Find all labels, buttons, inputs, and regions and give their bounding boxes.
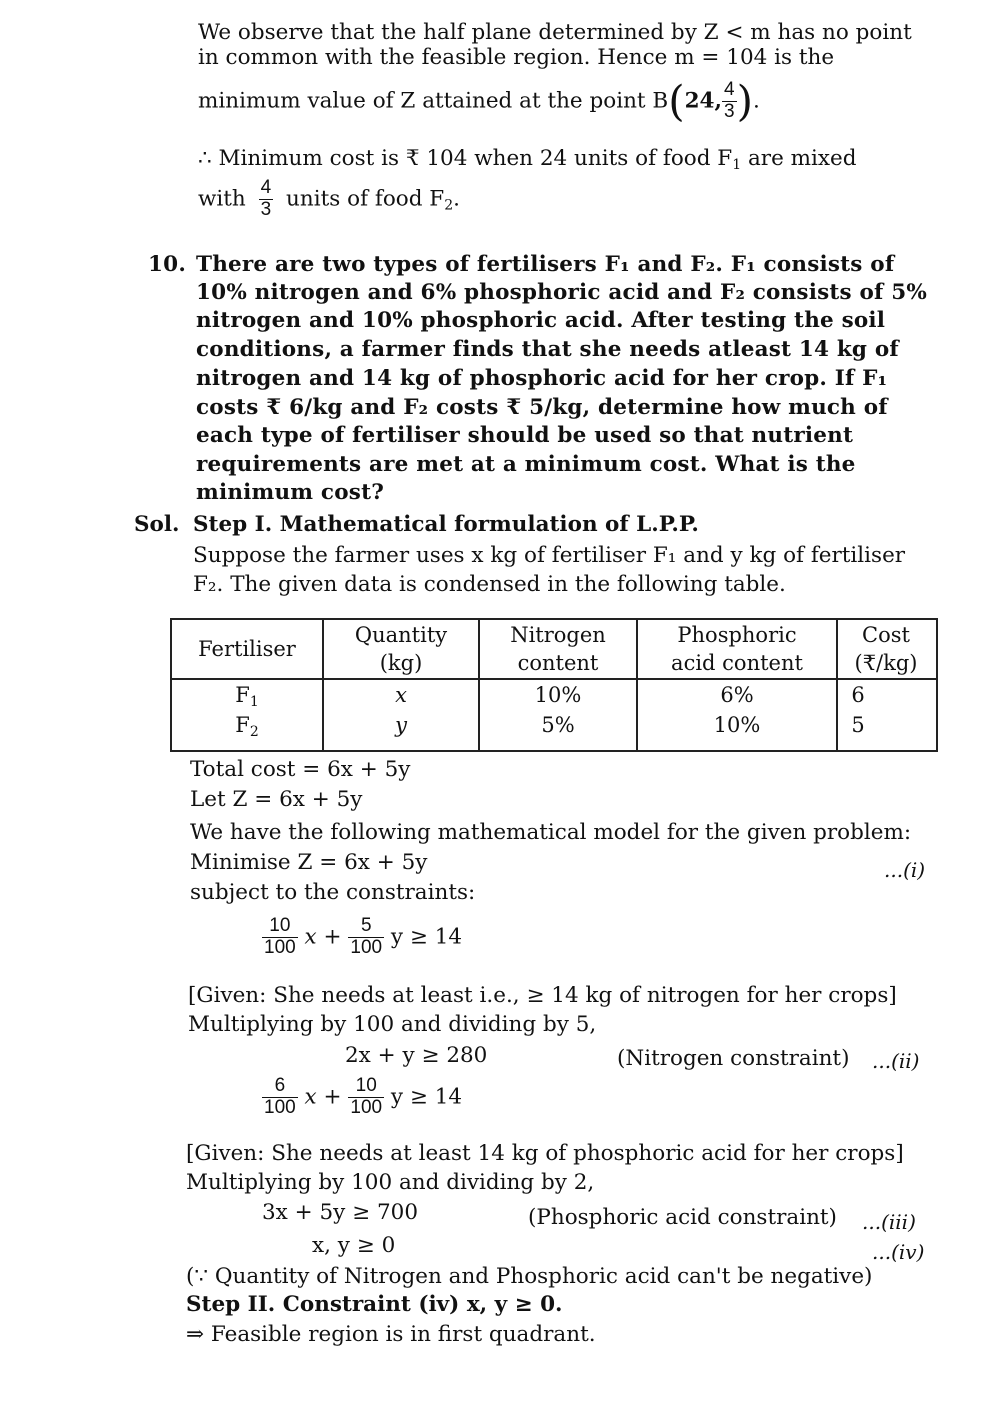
header-nitrogen: Nitrogen [510,623,606,647]
prev-line-5-sub: 2 [444,197,454,214]
question-line-4: conditions, a farmer finds that she needs atleast 14 kg of [196,337,899,362]
let-z: Let Z = 6x + 5y [190,787,363,812]
question-line-5: nitrogen and 14 kg of phosphoric acid for her crop. If F₁ [196,366,888,391]
header-cost-unit: (₹/kg) [854,651,918,675]
prev-line-5-text: with [198,186,246,212]
phosphoric-constraint-label: (Phosphoric acid constraint) [528,1205,837,1230]
constraint-1-raw [262,916,462,959]
question-line-8: requirements are met at a minimum cost. What is the [196,452,856,477]
c2-frac-2-den: 100 [350,1096,383,1118]
c1-frac-2-den: 100 [350,936,383,958]
row-f2-phosphoric: 10% [713,713,761,737]
tag-iii: ...(iii) [862,1210,916,1234]
row-f2-name-sub: 2 [249,724,259,740]
given-1: [Given: She needs at least i.e., ≥ 14 kg of nitrogen for her crops] [188,983,897,1008]
c1-frac-1 [262,916,298,959]
units-frac-num: 4 [260,177,272,198]
question-line-6: costs ₹ 6/kg and F₂ costs ₹ 5/kg, determine how much of [196,395,888,420]
multiply-1: Multiplying by 100 and dividing by 5, [188,1012,597,1037]
step-1-heading: Step I. Mathematical formulation of L.P.P. [193,512,699,537]
row-f1-cost: 6 [851,683,865,707]
row-f2-qty: y [395,713,407,737]
header-phosphoric-2: acid content [671,651,803,675]
c2-mid: x + [304,1084,342,1110]
prev-line-3: minimum value of Z attained at the point B(24, $\frac{4}{3}$ ). [198,76,760,126]
row-f1-name-text: F [235,683,250,707]
row-f1-name-sub: 1 [249,694,259,710]
row-f1-qty: x [395,683,407,707]
c2-frac-1-num: 6 [262,1076,298,1098]
tag-iv: ...(iv) [872,1240,925,1264]
c1-frac-2 [348,916,384,959]
non-negativity-reason: (∵ Quantity of Nitrogen and Phosphoric acid can't be negative) [186,1264,873,1289]
c2-frac-1 [262,1076,298,1119]
model-intro: We have the following mathematical model for the given problem: [190,820,912,845]
c1-frac-1-num: 10 [262,916,298,938]
prev-line-5-end: . [453,186,460,212]
header-cost: Cost [862,623,910,647]
paren-close: ) [736,76,753,126]
row-f1-phosphoric: 6% [720,683,754,707]
prev-line-4-sub: 1 [732,157,742,173]
prev-line-2: in common with the feasible region. Hence m = 104 is the [198,45,835,70]
prev-line-5 [198,178,460,221]
question-line-7: each type of fertiliser should be used so that nutrient [196,423,854,448]
table-header-rule [172,678,936,680]
prev-line-4-text: ∴ Minimum cost is ₹ 104 when 24 units of food F [198,146,733,171]
given-2: [Given: She needs at least 14 kg of phosphoric acid for her crops] [186,1141,904,1166]
row-f2-name-text: F [235,713,250,737]
c1-mid: x + [304,924,342,950]
subject-to: subject to the constraints: [190,880,476,905]
paren-open: ( [668,76,685,126]
question-number: 10. [148,252,187,277]
row-f2-name [172,712,322,742]
prev-line-1: We observe that the half plane determined by Z < m has no point [198,20,912,45]
question-line-9: minimum cost? [196,480,384,505]
units-fraction [259,178,274,221]
row-f1-name [172,682,322,712]
nitrogen-constraint-label: (Nitrogen constraint) [617,1046,850,1071]
sol-label: Sol. [134,512,180,537]
row-f2-nitrogen: 5% [541,713,575,737]
objective: Minimise Z = 6x + 5y [190,850,428,875]
fertiliser-table [170,618,938,752]
header-quantity-unit: (kg) [379,651,423,675]
c2-frac-1-den: 100 [264,1096,296,1118]
header-quantity: Quantity [354,623,448,647]
feasible-region: ⇒ Feasible region is in first quadrant. [186,1322,596,1347]
c1-frac-1-den: 100 [264,936,296,958]
prev-line-4 [198,146,857,174]
units-frac-den: 3 [260,198,272,220]
c2-end: y ≥ 14 [390,1084,463,1110]
header-nitrogen-2: content [517,651,599,675]
multiply-2: Multiplying by 100 and dividing by 2, [186,1170,595,1195]
non-negativity: x, y ≥ 0 [312,1233,396,1258]
row-f2-cost: 5 [851,713,865,737]
sol-para-2: F₂. The given data is condensed in the following table. [193,572,786,597]
point-frac-den: 3 [724,100,735,122]
phosphoric-constraint: 3x + 5y ≥ 700 [262,1200,419,1225]
tag-i: ...(i) [884,858,926,882]
prev-line-5-post: units of food F [286,186,445,212]
question-line-1: There are two types of fertilisers F₁ and F₂. F₁ consists of [196,252,895,277]
step-2-heading: Step II. Constraint (iv) x, y ≥ 0. [186,1292,563,1317]
question-line-2: 10% nitrogen and 6% phosphoric acid and F₂ consists of 5% [196,280,927,305]
prev-line-3-text: minimum value of Z attained at the point B [198,88,669,114]
sol-para-1: Suppose the farmer uses x kg of fertiliser F₁ and y kg of fertiliser [193,543,906,568]
header-phosphoric: Phosphoric [677,623,797,647]
point-fraction [722,80,737,123]
total-cost: Total cost = 6x + 5y [190,757,411,782]
c2-frac-2 [348,1076,384,1119]
question-line-3: nitrogen and 10% phosphoric acid. After testing the soil [196,308,886,333]
point-frac-num: 4 [724,79,735,100]
point-coord: 24, [684,88,722,114]
header-fertiliser: Fertiliser [198,637,296,661]
c1-end: y ≥ 14 [390,924,463,950]
c1-frac-2-num: 5 [348,916,384,938]
tag-ii: ...(ii) [872,1049,920,1073]
row-f1-nitrogen: 10% [534,683,582,707]
c2-frac-2-num: 10 [348,1076,384,1098]
nitrogen-constraint: 2x + y ≥ 280 [345,1043,488,1068]
constraint-2-raw [262,1076,462,1119]
prev-line-4-end: are mixed [741,146,857,171]
